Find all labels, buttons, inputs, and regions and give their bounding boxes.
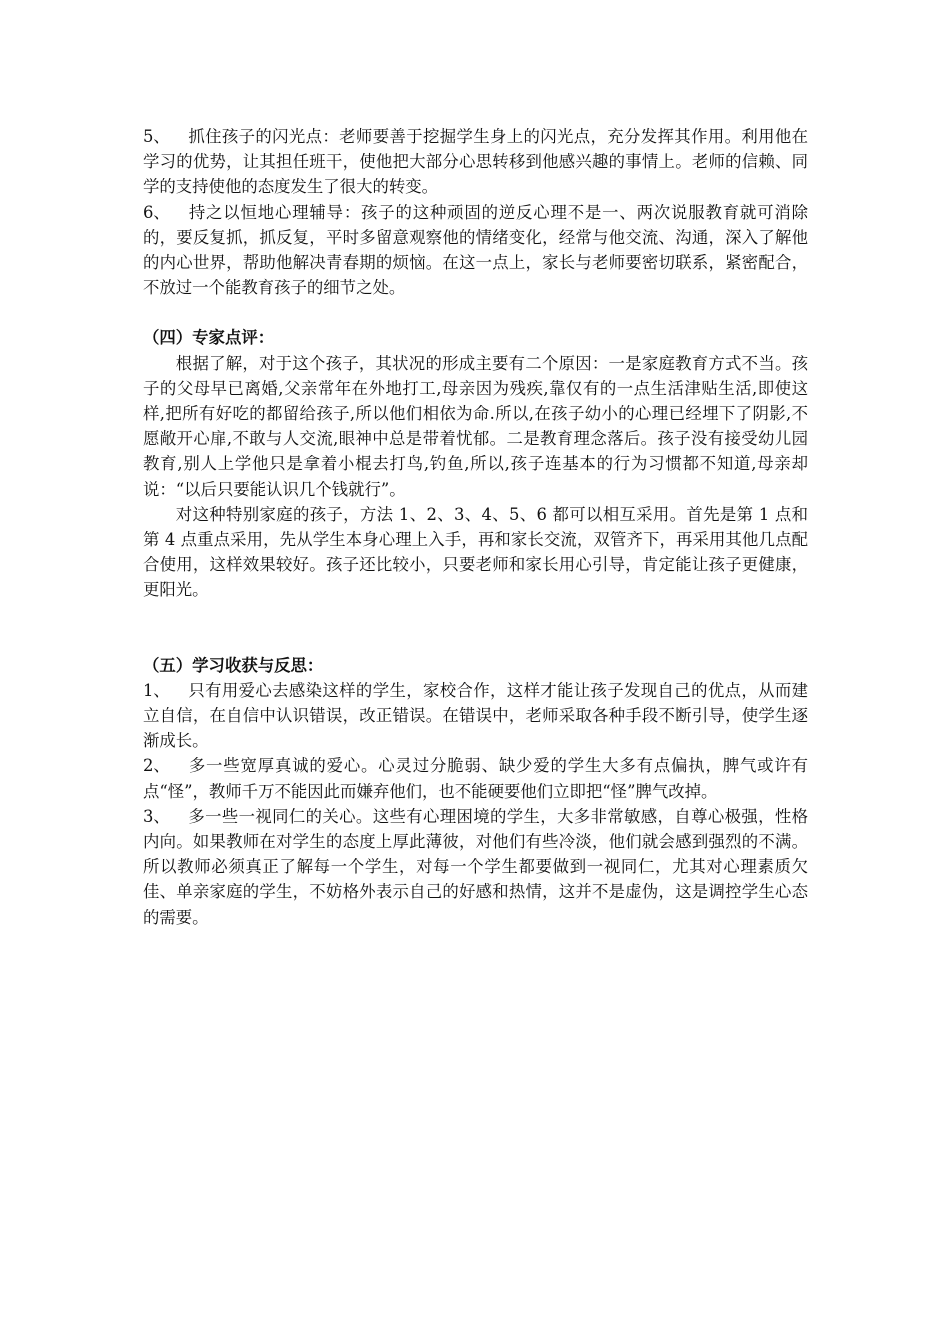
item-number: 2、 — [143, 756, 170, 776]
expert-paragraph-1: 根据了解，对于这个孩子，其状况的形成主要有二个原因：一是家庭教育方式不当。孩子的父母早已离婚,父亲常年在外地打工,母亲因为残疾,靠仅有的一点生活津贴生活,即使这样,把所有好吃的都留给孩子,所以他们相依为命.所以,在孩子幼小的心理已经埋下了阴影,不愿敞开心扉,不敢与人交流,眼神中总是带着忧郁。二是教育理念落后。孩子没有接受幼儿园教育,别人上学他只是拿着小棍去打鸟,钓鱼,所以,孩子连基本的行为习惯都不知道,母亲却说：“以后只要能认识几个钱就行”。 — [143, 353, 808, 499]
reflection-item-1 — [143, 678, 808, 754]
spacer — [143, 300, 808, 325]
expert-review-heading: （四）专家点评： — [143, 328, 275, 348]
item-text: 多一些一视同仁的关心。这些有心理困境的学生，大多非常敏感，自尊心极强，性格内向。如果教师在对学生的态度上厚此薄彼，对他们有些冷淡，他们就会感到强烈的不满。所以教师必须真正了解每一个学生，对每一个学生都要做到一视同仁，尤其对心理素质欠佳、单亲家庭的学生，不妨格外表示自己的好感和热情，这并不是虚伪，这是调控学生心态的需要。 — [143, 806, 808, 927]
document-page — [143, 124, 808, 930]
item-text: 多一些宽厚真诚的爱心。心灵过分脆弱、缺少爱的学生大多有点偏执，脾气或许有点“怪”，教师千万不能因此而嫌弃他们，也不能硬要他们立即把“怪”脾气改掉。 — [143, 756, 808, 801]
item-text: 持之以恒地心理辅导：孩子的这种顽固的逆反心理不是一、两次说服教育就可消除的，要反复抓，抓反复，平时多留意观察他的情绪变化，经常与他交流、沟通，深入了解他的内心世界，帮助他解决青春期的烦恼。在这一点上，家长与老师要密切联系，紧密配合，不放过一个能教育孩子的细节之处。 — [143, 202, 808, 298]
method-item-6 — [143, 200, 808, 301]
expert-paragraph-2: 对这种特别家庭的孩子，方法 1、2、3、4、5、6 都可以相互采用。首先是第 1 点和第 4 点重点采用，先从学生本身心理上入手，再和家长交流，双管齐下，再采用其他几点配合使用，这样效果较好。孩子还比较小，只要老师和家长用心引导，肯定能让孩子更健康，更阳光。 — [143, 504, 808, 600]
item-number: 5、 — [143, 127, 170, 146]
item-number: 3、 — [143, 806, 170, 826]
item-text: 只有用爱心去感染这样的学生，家校合作，这样才能让孩子发现自己的优点，从而建立自信，在自信中认识错误，改正错误。在错误中，老师采取各种手段不断引导，使学生逐渐成长。 — [143, 680, 808, 751]
item-number: 1、 — [143, 680, 170, 700]
method-item-5 — [143, 124, 808, 200]
spacer — [143, 603, 808, 653]
reflection-heading: （五）学习收获与反思： — [143, 655, 324, 675]
item-number: 6、 — [143, 202, 170, 222]
reflection-item-2 — [143, 753, 808, 803]
reflection-item-3 — [143, 804, 808, 930]
item-text: 抓住孩子的闪光点：老师要善于挖掘学生身上的闪光点，充分发挥其作用。利用他在学习的优势，让其担任班干，使他把大部分心思转移到他感兴趣的事情上。老师的信赖、同学的支持使他的态度发生了很大的转变。 — [143, 127, 808, 197]
